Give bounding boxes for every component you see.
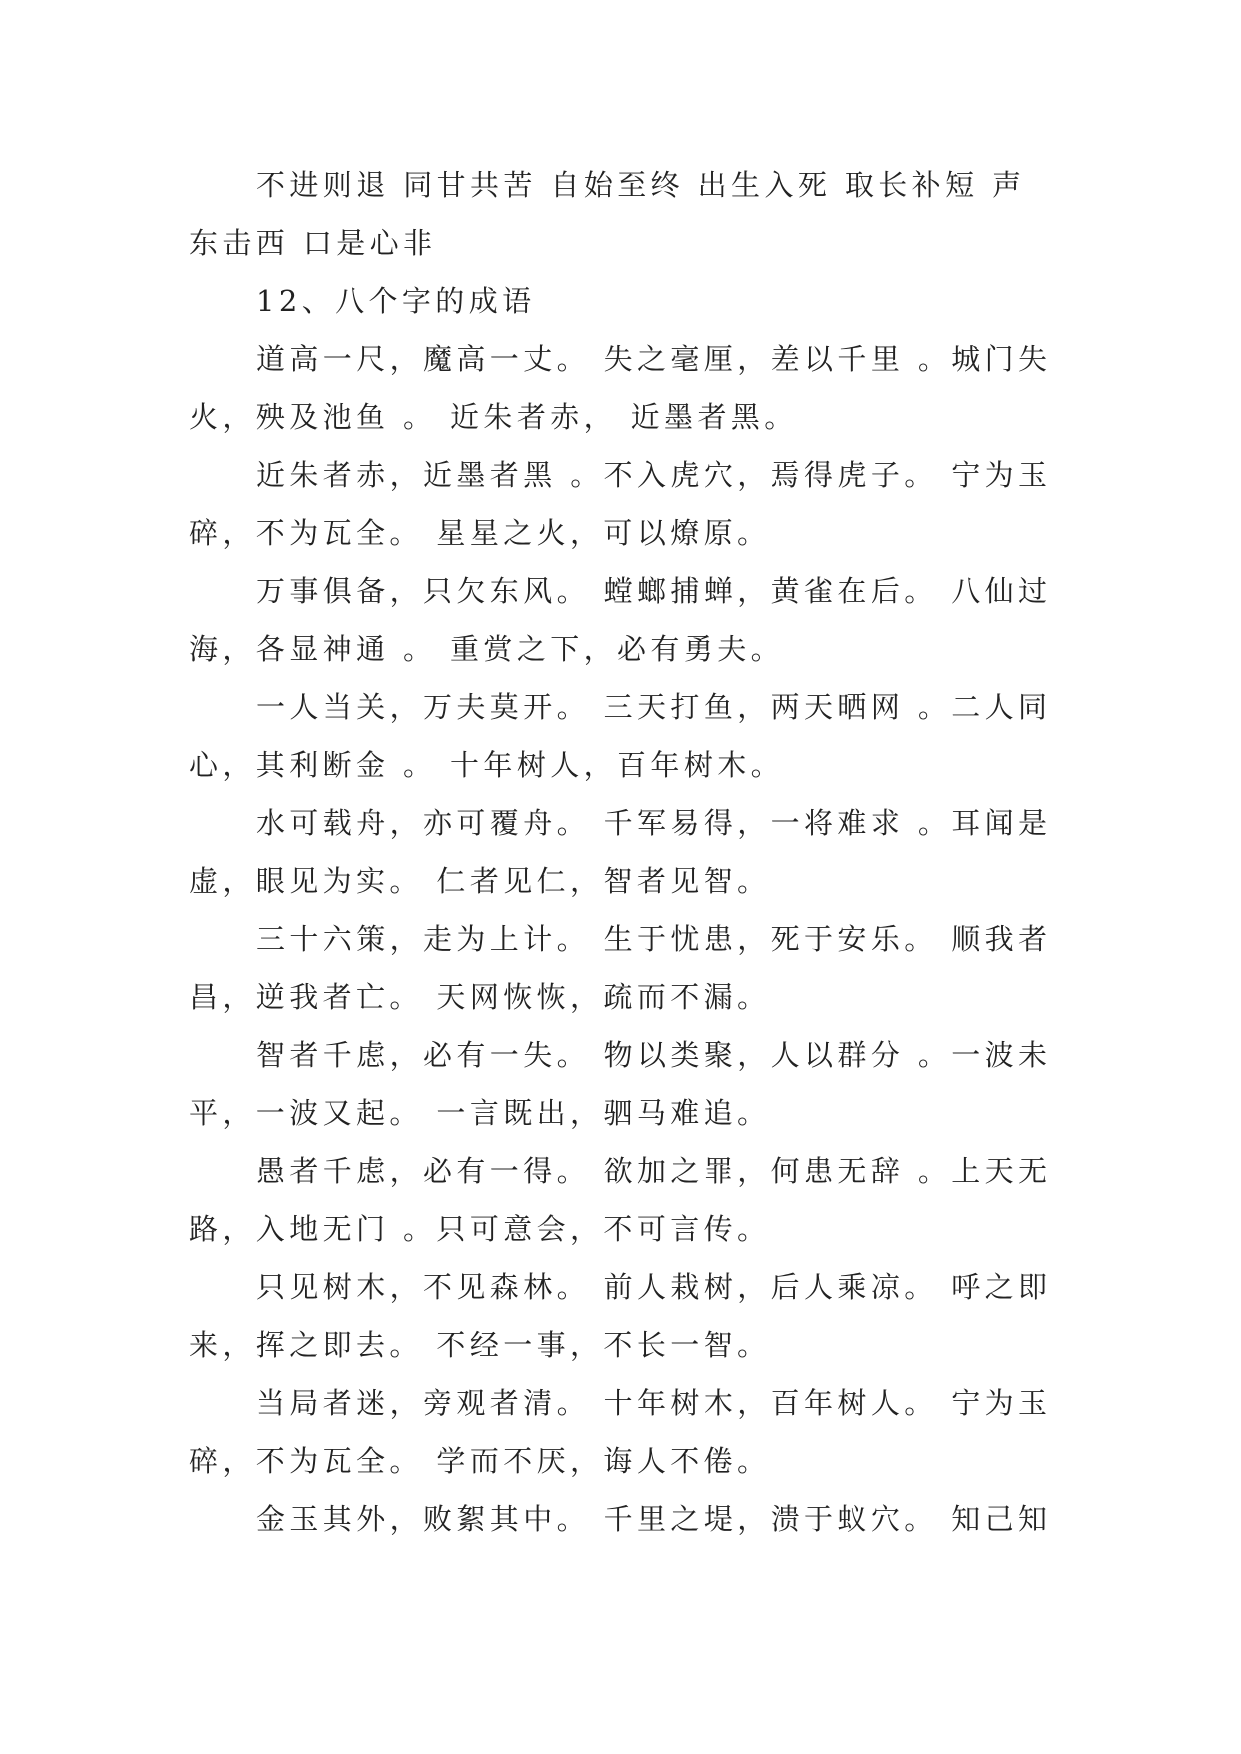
paragraph: 近朱者赤，近墨者黑 。不入虎穴，焉得虎子。 宁为玉碎，不为瓦全。 星星之火，可以燎原。: [189, 458, 1052, 550]
paragraph: 只见树木，不见森林。 前人栽树，后人乘凉。 呼之即来，挥之即去。 不经一事，不长一智。: [189, 1270, 1052, 1362]
paragraph: 水可载舟，亦可覆舟。 千军易得，一将难求 。耳闻是虚，眼见为实。 仁者见仁，智者见智。: [189, 806, 1052, 898]
section-heading: 12、八个字的成语: [256, 284, 536, 318]
paragraph-idiom-list: 不进则退 同甘共苦 自始至终 出生入死 取长补短 声东击西 口是心非: [189, 168, 1026, 260]
paragraph: 当局者迷，旁观者清。 十年树木，百年树人。 宁为玉碎，不为瓦全。 学而不厌，诲人不倦。: [189, 1386, 1052, 1478]
paragraph: 智者千虑，必有一失。 物以类聚，人以群分 。一波未平，一波又起。 一言既出，驷马难追。: [189, 1038, 1052, 1130]
paragraph: 万事俱备，只欠东风。 螳螂捕蝉，黄雀在后。 八仙过海，各显神通 。 重赏之下，必有勇夫。: [189, 574, 1052, 666]
paragraph: 一人当关，万夫莫开。 三天打鱼，两天晒网 。二人同心，其利断金 。 十年树人，百年树木。: [189, 690, 1052, 782]
paragraph: 愚者千虑，必有一得。 欲加之罪，何患无辞 。上天无路，入地无门 。只可意会，不可言传。: [189, 1154, 1052, 1246]
paragraph: 三十六策，走为上计。 生于忧患，死于安乐。 顺我者昌，逆我者亡。 天网恢恢，疏而不漏。: [189, 922, 1052, 1014]
paragraph: 道高一尺，魔高一丈。 失之毫厘，差以千里 。城门失火，殃及池鱼 。 近朱者赤， 近墨者黑。: [189, 342, 1052, 434]
paragraph: 金玉其外，败絮其中。 千里之堤，溃于蚁穴。 知己知: [256, 1502, 1052, 1536]
document-body: [189, 156, 1055, 1548]
